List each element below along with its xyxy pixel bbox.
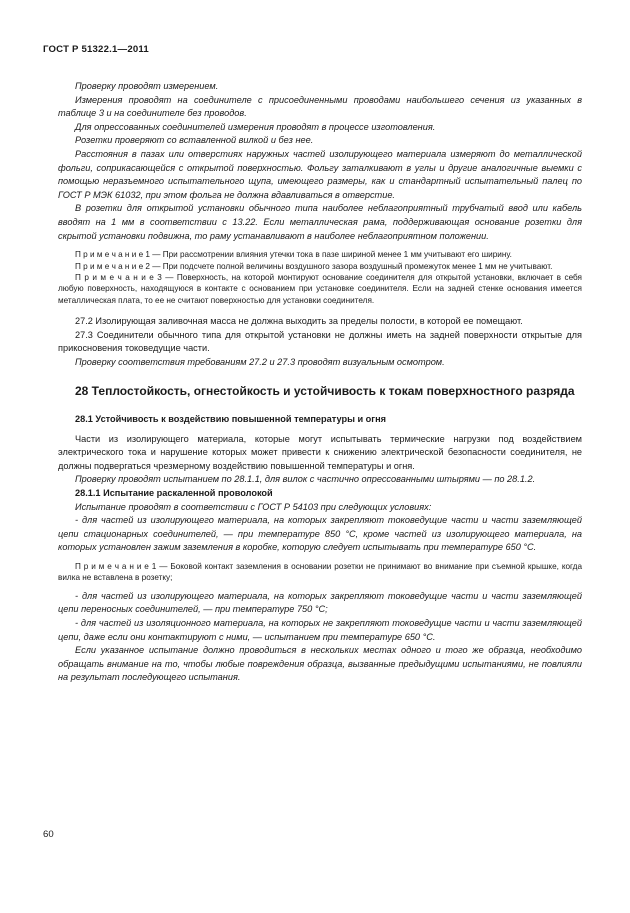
paragraph: Розетки проверяют со вставленной вилкой и без нее. [75, 135, 314, 146]
page-number: 60 [43, 829, 54, 840]
spacer [58, 399, 582, 413]
paragraph: Проверку проводят измерением. [75, 81, 219, 91]
clause-27-2: 27.2 Изолирующая заливочная масса не должна выходить за пределы полости, в которой ее помещают. [75, 316, 523, 327]
paragraph: Проверку проводят испытанием по 28.1.1, для вилок с частично опрессованными штырями — по 28.1.2. [75, 474, 536, 485]
paragraph: - для частей из изолирующего материала, на которых закрепляют токоведущие части и части заземляющей цепи стационарных соединителей, — при температуре 850 °С, кроме частей из изолирующего материала, на которых установлен зажим заземления в коробке, которую следует испытывать при температуре 650 °С. [58, 515, 582, 553]
clause-27-3: 27.3 Соединители обычного типа для открытой установки не должны иметь на задней поверхности открытые для прикосновения токоведущие части. [58, 329, 582, 354]
document-body [58, 80, 582, 685]
paragraph: - для частей из изоляционного материала, на которых не закрепляют токоведущие части и части заземляющей цепи, даже если они контактируют с ними, — испытанием при температуре 650 °С. [58, 617, 582, 642]
subsection-28-1-title: 28.1 Устойчивость к воздействию повышенной температуры и огня [75, 414, 387, 425]
document-header: ГОСТ Р 51322.1—2011 [43, 44, 149, 55]
paragraph: Испытание проводят в соответствии с ГОСТ Р 54103 при следующих условиях: [75, 501, 432, 512]
paragraph: Если указанное испытание должно проводиться в нескольких местах одного и того же образца, необходимо обращать внимание на то, чтобы любые повреждения образца, вызванные предыдущими испытаниями, не повлияли на результат последующего испытания. [58, 645, 582, 683]
paragraph: Измерения проводят на соединителе с присоединенными проводами наибольшего сечения из указанных в таблице 3 и на соединителе без проводов. [58, 94, 582, 119]
note-4: П р и м е ч а н и е 1 — Боковой контакт заземления в основании розетки не принимают во внимание при съемной крышке, когда вилка не вставлена в розетку; [58, 561, 582, 583]
paragraph: В розетки для открытой установки обычного типа наиболее неблагоприятный трубчатый ввод или кабель вводят на 1 мм в соответствии с 13.22. Если металлическая рама, поддерживающая основание розетки для скрытой установки подвижна, то раму устанавливают в наиболее неблагоприятном положении. [58, 203, 582, 241]
section-28-title: 28 Теплостойкость, огнестойкость и устойчивость к токам поверхностного разряда [75, 383, 575, 398]
note-2: П р и м е ч а н и е 2 — При подсчете полной величины воздушного зазора воздушный промежуток менее 1 мм не учитывают. [75, 261, 553, 271]
subsection-28-1-1-title: 28.1.1 Испытание раскаленной проволокой [75, 488, 273, 498]
paragraph: Части из изолирующего материала, которые могут испытывать термические нагрузки под воздействием электрического тока и нарушение которых может привести к снижению электрической безопасности соединителя, не должны подвергаться чрезмерному воздействию повышенной температуры и огня. [58, 433, 582, 471]
spacer [58, 306, 582, 315]
spacer [58, 370, 582, 384]
note-1: П р и м е ч а н и е 1 — При рассмотрении влияния утечки тока в пазе шириной менее 1 мм учитывают его ширину. [75, 250, 512, 260]
paragraph: Для опрессованных соединителей измерения проводят в процессе изготовления. [75, 121, 436, 132]
paragraph: - для частей из изолирующего материала, на которых закрепляют токоведущие части и части заземляющей цепи переносных соединителей, — при температуре 750 °С; [58, 590, 582, 615]
paragraph: Расстояния в пазах или отверстиях наружных частей изолирующего материала измеряют до металлической фольги, соприкасающейся с открытой поверхностью. Фольгу заталкивают в углы и другие аналогичные выемки с помощью неразъемного испытательного щупа, имеющего размеры, как и стандартный испытательный палец по ГОСТ Р МЭК 61032, при этом фольга не должна вдавливаться в отверстие. [58, 148, 582, 200]
paragraph: Проверку соответствия требованиям 27.2 и 27.3 проводят визуальным осмотром. [75, 356, 445, 367]
note-3: П р и м е ч а н и е 3 — Поверхность, на которой монтируют основание соединителя для открытой установки, включает в себя любую поверхность, находящуюся в контакте с основанием при установке соединителя. Если на задней стенке основания имеется металлическая плата, то ее не считают поверхностью для установки соединителя. [58, 272, 582, 305]
